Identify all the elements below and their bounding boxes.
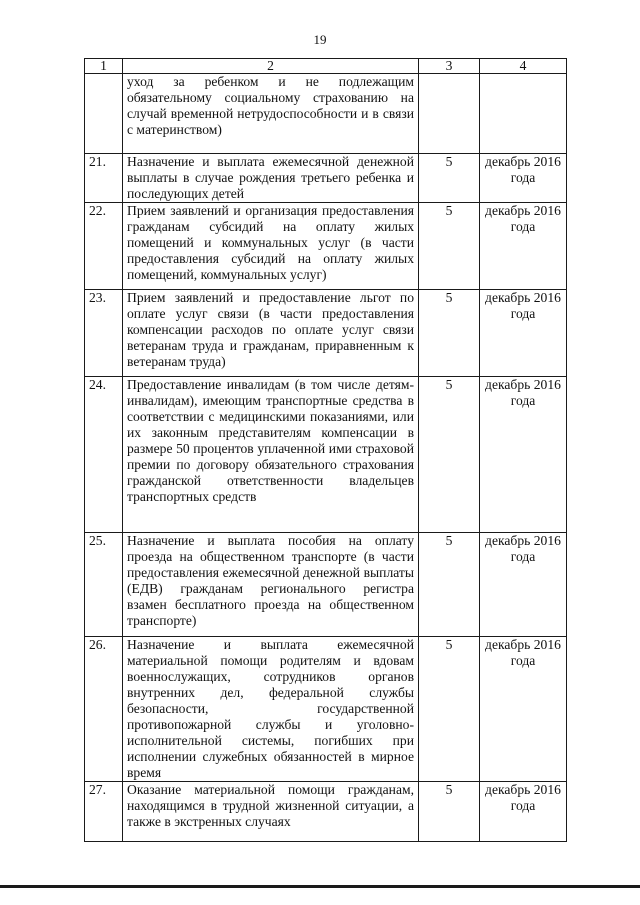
bottom-border-line	[0, 885, 640, 888]
row-description: Предоставление инвалидам (в том числе детям-инвалидам), имеющим транспортные средства в соответствии с медицинскими показаниями, или их законным представителям компенсации в размере 50 процентов уплаченной ими страховой премии по договору обязательного страхования гражданской ответственности владельцев транспортных средств	[123, 377, 419, 533]
row-description: Прием заявлений и предоставление льгот по оплате услуг связи (в части предоставления компенсации расходов по оплате услуг связи ветеранам труда и гражданам, приравненным к ветеранам труда)	[123, 290, 419, 377]
table-row	[85, 290, 567, 377]
row-priority: 5	[419, 637, 480, 782]
row-description: уход за ребенком и не подлежащим обязательному социальному страхованию на случай временной нетрудоспособности и в связи с материнством)	[123, 74, 419, 154]
column-header-number: 1	[85, 59, 123, 74]
row-deadline: декабрь 2016 года	[480, 533, 567, 637]
row-deadline	[480, 74, 567, 154]
row-number	[85, 74, 123, 154]
row-number: 23.	[85, 290, 123, 377]
row-deadline: декабрь 2016 года	[480, 782, 567, 842]
row-description: Назначение и выплата пособия на оплату проезда на общественном транспорте (в части предоставления ежемесячной денежной выплаты (ЕДВ) гражданам регионального регистра взамен бесплатного проезда на общественном транспорте)	[123, 533, 419, 637]
row-number: 22.	[85, 203, 123, 290]
row-deadline: декабрь 2016 года	[480, 377, 567, 533]
row-priority: 5	[419, 154, 480, 203]
table-row	[85, 203, 567, 290]
document-table	[84, 58, 567, 842]
column-header-measure: 2	[123, 59, 419, 74]
table-row	[85, 377, 567, 533]
row-deadline: декабрь 2016 года	[480, 637, 567, 782]
row-description: Прием заявлений и организация предоставления гражданам субсидий на оплату жилых помещений и коммунальных услуг (в части предоставления субсидий на оплату жилых помещений, коммунальных услуг)	[123, 203, 419, 290]
row-description: Оказание материальной помощи гражданам, находящимся в трудной жизненной ситуации, а также в экстренных случаях	[123, 782, 419, 842]
row-description: Назначение и выплата ежемесячной денежной выплаты в случае рождения третьего ребенка и последующих детей	[123, 154, 419, 203]
row-priority: 5	[419, 203, 480, 290]
row-priority: 5	[419, 290, 480, 377]
row-priority: 5	[419, 533, 480, 637]
row-number: 21.	[85, 154, 123, 203]
table-row	[85, 154, 567, 203]
row-number: 27.	[85, 782, 123, 842]
table-header-row	[85, 59, 567, 74]
table-row	[85, 74, 567, 154]
column-header-priority: 3	[419, 59, 480, 74]
row-number: 25.	[85, 533, 123, 637]
row-priority: 5	[419, 377, 480, 533]
row-deadline: декабрь 2016 года	[480, 290, 567, 377]
row-deadline: декабрь 2016 года	[480, 154, 567, 203]
page-number: 19	[313, 32, 327, 47]
row-priority: 5	[419, 782, 480, 842]
table-row	[85, 782, 567, 842]
row-deadline: декабрь 2016 года	[480, 203, 567, 290]
row-number: 26.	[85, 637, 123, 782]
row-description: Назначение и выплата ежемесячной материальной помощи родителям и вдовам военнослужащих, сотрудников органов внутренних дел, федеральной службы безопасности, государственной противопожарной службы и уголовно-исполнительной системы, погибших при исполнении служебных обязанностей в мирное время	[123, 637, 419, 782]
row-number: 24.	[85, 377, 123, 533]
table-row	[85, 533, 567, 637]
row-priority	[419, 74, 480, 154]
column-header-deadline: 4	[480, 59, 567, 74]
table-row	[85, 637, 567, 782]
